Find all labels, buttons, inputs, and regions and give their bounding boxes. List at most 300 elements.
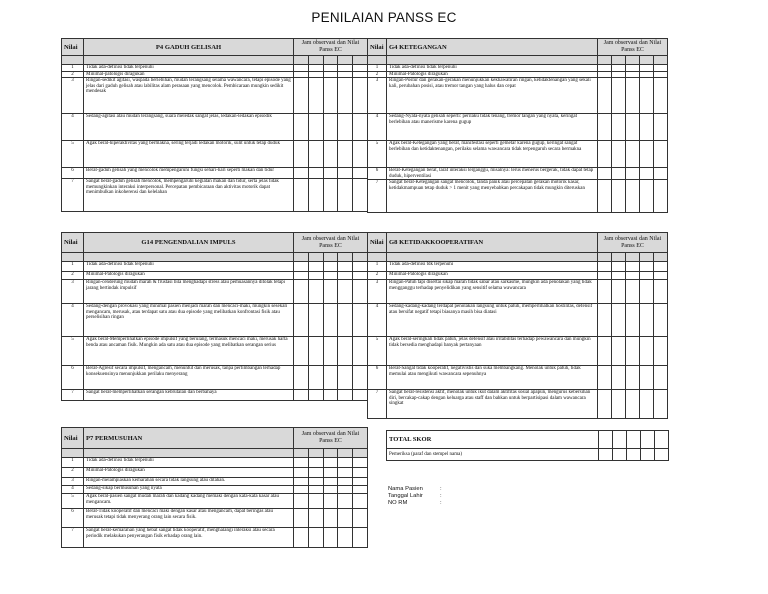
- score-row: [62, 390, 368, 401]
- patient-rm-sep: :: [440, 500, 442, 506]
- observation-cell[interactable]: [654, 180, 668, 213]
- score-row: [368, 141, 668, 168]
- observation-cell[interactable]: [626, 390, 640, 419]
- observation-cell[interactable]: [308, 114, 323, 141]
- observation-cell[interactable]: [323, 304, 338, 337]
- observation-cell[interactable]: [654, 390, 668, 419]
- observation-cell[interactable]: [294, 390, 309, 401]
- observation-cell[interactable]: [294, 468, 309, 478]
- total-score-table: [386, 430, 669, 461]
- signature-cell[interactable]: [599, 449, 613, 461]
- score-number: 7: [62, 390, 84, 401]
- observation-cell[interactable]: [612, 168, 626, 180]
- observation-cell[interactable]: [323, 78, 338, 114]
- patient-dob-label: Tanggal Lahir: [388, 493, 423, 499]
- observation-cell[interactable]: [308, 141, 323, 168]
- signature-cell[interactable]: [627, 449, 641, 461]
- observation-cell[interactable]: [308, 71, 323, 78]
- observation-cell[interactable]: [598, 304, 612, 337]
- observation-cell[interactable]: [323, 468, 338, 478]
- score-number: 6: [62, 168, 84, 179]
- observation-cell[interactable]: [294, 262, 309, 272]
- observation-cell[interactable]: [598, 65, 612, 72]
- observation-cell[interactable]: [338, 390, 353, 401]
- observation-cell[interactable]: [323, 337, 338, 366]
- observation-cell[interactable]: [294, 304, 309, 337]
- score-row: [368, 272, 668, 280]
- nilai-header: Nilai: [62, 233, 84, 253]
- observation-cell[interactable]: [353, 280, 368, 304]
- score-description: Ringan-melampiaskan kemarahan secara tidak langsung atau ditahan.: [84, 478, 294, 486]
- signature-cell[interactable]: [655, 449, 669, 461]
- observation-cell[interactable]: [323, 509, 338, 528]
- observation-cell[interactable]: [612, 280, 626, 304]
- score-row: [62, 272, 368, 280]
- observation-cell[interactable]: [598, 78, 612, 114]
- observation-cell[interactable]: [353, 486, 368, 494]
- g4-rows: [368, 65, 668, 213]
- observation-cell[interactable]: [338, 478, 353, 486]
- score-row: [62, 528, 368, 548]
- observation-cell[interactable]: [626, 141, 640, 168]
- score-number: 4: [62, 304, 84, 337]
- observation-cell[interactable]: [626, 337, 640, 366]
- observation-cell[interactable]: [338, 468, 353, 478]
- observation-cell[interactable]: [294, 486, 309, 494]
- observation-cell[interactable]: [598, 71, 612, 78]
- observation-cell[interactable]: [353, 78, 368, 114]
- signature-cell[interactable]: [641, 449, 655, 461]
- observation-cell[interactable]: [626, 71, 640, 78]
- observation-cell[interactable]: [654, 78, 668, 114]
- observation-cell[interactable]: [308, 494, 323, 509]
- observation-cell[interactable]: [323, 280, 338, 304]
- total-score-label: TOTAL SKOR: [387, 431, 599, 449]
- score-row: [368, 337, 668, 366]
- observation-cell[interactable]: [353, 179, 368, 212]
- observation-cell[interactable]: [626, 78, 640, 114]
- score-row: [62, 304, 368, 337]
- observation-cell[interactable]: [598, 114, 612, 141]
- score-row: [62, 509, 368, 528]
- observation-cell[interactable]: [294, 141, 309, 168]
- observation-cell[interactable]: [338, 262, 353, 272]
- observation-cell[interactable]: [323, 262, 338, 272]
- obs-header: Jam observasi dan Nilai Panss EC: [294, 233, 368, 253]
- observation-cell[interactable]: [308, 304, 323, 337]
- observation-cell[interactable]: [612, 366, 626, 390]
- observation-cell[interactable]: [626, 272, 640, 280]
- obs-header: Jam observasi dan Nilai Panss EC: [598, 39, 668, 56]
- score-number: 4: [62, 114, 84, 141]
- score-row: [368, 180, 668, 213]
- score-description: Sangat berat-memperlihatkan serangan kebrutalan dan berbahaya: [84, 390, 294, 401]
- observation-cell[interactable]: [612, 304, 626, 337]
- observation-cell[interactable]: [294, 509, 309, 528]
- score-number: 6: [368, 168, 387, 180]
- patient-rm-label: NO RM: [388, 500, 408, 506]
- observation-cell[interactable]: [626, 65, 640, 72]
- observation-cell[interactable]: [294, 65, 309, 72]
- observation-cell[interactable]: [353, 304, 368, 337]
- g8-rows: [368, 262, 668, 419]
- observation-cell[interactable]: [294, 280, 309, 304]
- score-description: Agak berat-hiperaktivitas yang bermakna, sering terjadi ledakan motorik, sulit untuk tetap duduk: [84, 141, 294, 168]
- score-row: [368, 304, 668, 337]
- score-cell[interactable]: [599, 431, 613, 449]
- score-number: 4: [368, 304, 387, 337]
- score-description: Berat-gaduh gelisah yang mencolok mempengaruhi fungsi sehari-hari seperti makan dan tidur: [84, 168, 294, 179]
- observation-cell[interactable]: [654, 280, 668, 304]
- observation-cell[interactable]: [308, 468, 323, 478]
- score-number: 2: [368, 71, 387, 78]
- score-row: [368, 366, 668, 390]
- score-description: Minimal-Patologis diragukan: [387, 272, 598, 280]
- g14-rows: [62, 262, 368, 401]
- score-row: [62, 114, 368, 141]
- p4-rows: [62, 65, 368, 212]
- observation-cell[interactable]: [612, 114, 626, 141]
- observation-cell[interactable]: [294, 458, 309, 468]
- observation-cell[interactable]: [640, 280, 654, 304]
- observation-cell[interactable]: [323, 114, 338, 141]
- observation-cell[interactable]: [626, 304, 640, 337]
- observation-cell[interactable]: [612, 272, 626, 280]
- observation-cell[interactable]: [626, 168, 640, 180]
- observation-cell[interactable]: [640, 114, 654, 141]
- observation-cell[interactable]: [598, 180, 612, 213]
- observation-cell[interactable]: [338, 494, 353, 509]
- observation-cell[interactable]: [338, 179, 353, 212]
- observation-cell[interactable]: [353, 71, 368, 78]
- score-number: 7: [368, 390, 387, 419]
- observation-cell[interactable]: [323, 390, 338, 401]
- observation-cell[interactable]: [323, 272, 338, 280]
- observation-cell[interactable]: [353, 366, 368, 390]
- observation-cell[interactable]: [654, 262, 668, 272]
- score-number: 2: [62, 272, 84, 280]
- signature-cell[interactable]: [613, 449, 627, 461]
- observation-cell[interactable]: [626, 366, 640, 390]
- observation-cell[interactable]: [308, 486, 323, 494]
- score-description: Ringan-Postur dan gerakan-gerakan menunjukkan kekhawatiran ringan, ketidaktenangan yang sekali kali, perubahan posisi, atau tremor tangan yang halus dan cepat: [387, 78, 598, 114]
- observation-cell[interactable]: [353, 458, 368, 468]
- patient-name-label: Nama Pasien: [388, 486, 423, 492]
- score-number: 5: [62, 494, 84, 509]
- section-p7: [61, 427, 368, 548]
- nilai-header: Nilai: [62, 39, 84, 56]
- observation-cell[interactable]: [308, 366, 323, 390]
- score-row: [62, 337, 368, 366]
- observation-cell[interactable]: [353, 528, 368, 548]
- score-row: [62, 141, 368, 168]
- observation-cell[interactable]: [612, 141, 626, 168]
- observation-cell[interactable]: [640, 262, 654, 272]
- observation-cell[interactable]: [338, 65, 353, 72]
- score-row: [368, 280, 668, 304]
- observation-cell[interactable]: [294, 528, 309, 548]
- observation-cell[interactable]: [654, 337, 668, 366]
- observation-cell[interactable]: [640, 366, 654, 390]
- score-cell[interactable]: [627, 431, 641, 449]
- observation-cell[interactable]: [323, 65, 338, 72]
- observation-cell[interactable]: [323, 478, 338, 486]
- score-description: Sangat berat-resistensi aktif, menolak untuk ikut dalam aktifitas sosial apapun, mengurus kebersihan diri, bercakap-cakap dengan keluarga atau staff dan bahkan untuk berpartisipasi dalam wawancara singkat: [387, 390, 598, 419]
- score-description: Sedang-kadang-kadang terdapat penolakan langsung untuk patuh, memperlihatkan hostilitas, defensif atau bersifat negatif tetapi biasanya masih bisa diatasi: [387, 304, 598, 337]
- observation-cell[interactable]: [640, 180, 654, 213]
- observation-cell[interactable]: [353, 494, 368, 509]
- observation-cell[interactable]: [654, 272, 668, 280]
- observation-cell[interactable]: [353, 272, 368, 280]
- score-number: 3: [368, 280, 387, 304]
- observation-cell[interactable]: [338, 280, 353, 304]
- observation-cell[interactable]: [294, 114, 309, 141]
- score-row: [368, 71, 668, 78]
- observation-cell[interactable]: [353, 509, 368, 528]
- score-description: Minimal-Patologis diragukan: [84, 468, 294, 478]
- score-number: 2: [368, 272, 387, 280]
- score-description: Minimal-patologis diragukan: [84, 71, 294, 78]
- score-row: [62, 262, 368, 272]
- score-number: 5: [368, 141, 387, 168]
- observation-cell[interactable]: [640, 168, 654, 180]
- score-number: 3: [62, 78, 84, 114]
- score-description: Agak berat-Memperlihatkan episode impulsif yang berulang, termasuk mencaci maki, merusak harta benda atau ancaman fisik. Mungkin ada satu atau dua episode yang melibatkan serangan serius: [84, 337, 294, 366]
- observation-cell[interactable]: [294, 179, 309, 212]
- score-description: Berat-Sangat tidak kooperatif, negativistis dan suka membangkang. Menolak untuk patuh, tidak memulai atau mengikuti wawancara sepenuhnya: [387, 366, 598, 390]
- observation-cell[interactable]: [598, 141, 612, 168]
- observation-cell[interactable]: [294, 78, 309, 114]
- score-number: 5: [368, 337, 387, 366]
- observation-cell[interactable]: [308, 478, 323, 486]
- observation-cell[interactable]: [308, 528, 323, 548]
- p7-rows: [62, 458, 368, 548]
- observation-cell[interactable]: [338, 458, 353, 468]
- observation-cell[interactable]: [308, 337, 323, 366]
- score-number: 1: [62, 65, 84, 72]
- score-number: 5: [62, 337, 84, 366]
- score-description: Minimal-Patologis diragukan: [84, 272, 294, 280]
- observation-cell[interactable]: [323, 458, 338, 468]
- observation-cell[interactable]: [308, 65, 323, 72]
- observation-cell[interactable]: [338, 509, 353, 528]
- observation-cell[interactable]: [640, 390, 654, 419]
- observation-cell[interactable]: [654, 65, 668, 72]
- observation-cell[interactable]: [338, 337, 353, 366]
- observation-cell[interactable]: [353, 168, 368, 179]
- observation-cell[interactable]: [323, 486, 338, 494]
- score-number: 1: [62, 458, 84, 468]
- observation-cell[interactable]: [338, 486, 353, 494]
- observation-cell[interactable]: [294, 71, 309, 78]
- observation-cell[interactable]: [338, 272, 353, 280]
- observation-cell[interactable]: [654, 71, 668, 78]
- observation-cell[interactable]: [353, 337, 368, 366]
- observation-cell[interactable]: [612, 390, 626, 419]
- observation-cell[interactable]: [323, 179, 338, 212]
- score-description: Agak berat-pasien sangat mudah marah dan kadang kadang memaki dengan kata-kata kasar atau mengancam.: [84, 494, 294, 509]
- observation-cell[interactable]: [338, 71, 353, 78]
- observation-cell[interactable]: [598, 168, 612, 180]
- observation-cell[interactable]: [294, 366, 309, 390]
- score-description: Berat-Tidak kooperatif dan mencaci maki dengan kasar atau mengancam, dapat beringas atau merusak tetapi tidak menyerang orang lain secara fisik.: [84, 509, 294, 528]
- observation-cell[interactable]: [598, 272, 612, 280]
- observation-cell[interactable]: [598, 390, 612, 419]
- score-row: [368, 78, 668, 114]
- section-title: P4 GADUH GELISAH: [84, 39, 294, 56]
- observation-cell[interactable]: [308, 458, 323, 468]
- observation-cell[interactable]: [353, 65, 368, 72]
- score-description: Agak berat-Ketegangan yang berat, manifestasi seperti gemetar karena gugup, keringat sangat berlebihan dan ketidaktenangan, perilaku selama wawancara tidak terpengaruh secara bermakna: [387, 141, 598, 168]
- observation-cell[interactable]: [294, 337, 309, 366]
- observation-cell[interactable]: [353, 262, 368, 272]
- observation-cell[interactable]: [626, 114, 640, 141]
- observation-cell[interactable]: [626, 180, 640, 213]
- score-description: Tidak ada-definisi tidak terpenuhi: [84, 65, 294, 72]
- observation-cell[interactable]: [598, 366, 612, 390]
- observation-cell[interactable]: [640, 141, 654, 168]
- score-description: Ringan-sedikit agitasi, waspada berlebihan, mudah terangsang selama wawancara, tetapi episode yang jelas dari gaduh gelisah atau labilitas alam perasaan yang mencolok. Pembicaraan mungkin sedikit mendesak: [84, 78, 294, 114]
- observation-cell[interactable]: [598, 280, 612, 304]
- observation-cell[interactable]: [338, 304, 353, 337]
- observation-cell[interactable]: [308, 262, 323, 272]
- score-row: [62, 71, 368, 78]
- score-description: Tidak ada-definisi tdk terpenuhi: [387, 262, 598, 272]
- score-row: [368, 114, 668, 141]
- score-row: [368, 262, 668, 272]
- score-description: Sangat berat-Ketegangan sangat mencolok, tanda panik atau percepatan gerakan motorik kasar, ketidakmampuan tetap duduk > 1 menit yang menyebabkan percakapan tidak mungkin diteruskan: [387, 180, 598, 213]
- observation-cell[interactable]: [308, 272, 323, 280]
- score-description: Tidak ada-definisi tidak terpenuhi: [84, 458, 294, 468]
- observation-cell[interactable]: [338, 168, 353, 179]
- obs-header: Jam observasi dan Nilai Panss EC: [294, 428, 368, 449]
- observation-cell[interactable]: [308, 78, 323, 114]
- nilai-header: Nilai: [368, 233, 387, 253]
- observation-cell[interactable]: [654, 141, 668, 168]
- observation-cell[interactable]: [612, 180, 626, 213]
- observation-cell[interactable]: [294, 478, 309, 486]
- score-number: 3: [62, 478, 84, 486]
- score-number: 1: [368, 262, 387, 272]
- score-number: 7: [62, 179, 84, 212]
- observation-cell[interactable]: [640, 337, 654, 366]
- obs-header: Jam observasi dan Nilai Panss EC: [294, 39, 368, 56]
- observation-cell[interactable]: [353, 141, 368, 168]
- observation-cell[interactable]: [323, 71, 338, 78]
- score-number: 6: [62, 366, 84, 390]
- score-cell[interactable]: [655, 431, 669, 449]
- score-number: 6: [368, 366, 387, 390]
- section-p4: [61, 38, 368, 212]
- observation-cell[interactable]: [294, 494, 309, 509]
- score-description: Sedang-agitasi atau mudah terangsang, suara meledak sangat jelas, ledakan-ledakan episodik: [84, 114, 294, 141]
- observation-cell[interactable]: [612, 262, 626, 272]
- observation-cell[interactable]: [654, 366, 668, 390]
- observation-cell[interactable]: [323, 494, 338, 509]
- obs-header: Jam observasi dan Nilai Panss EC: [598, 233, 668, 253]
- observation-cell[interactable]: [640, 272, 654, 280]
- score-row: [368, 65, 668, 72]
- observation-cell[interactable]: [338, 528, 353, 548]
- score-row: [62, 494, 368, 509]
- score-description: Tidak ada-definisi tidak terpenuhi: [84, 262, 294, 272]
- observation-cell[interactable]: [598, 262, 612, 272]
- observation-cell[interactable]: [308, 168, 323, 179]
- score-row: [368, 168, 668, 180]
- observation-cell[interactable]: [612, 337, 626, 366]
- score-description: Berat-Ketegangan berat, taraf interaksi terganggu, misalnya: terus menerus bergerak, tidak dapat tetap duduk, hiperventilasi: [387, 168, 598, 180]
- observation-cell[interactable]: [338, 141, 353, 168]
- observation-cell[interactable]: [654, 114, 668, 141]
- score-description: Ringan-cenderung mudah marah & frustasi bila menghadapi stress atau pemuasannya ditolak tetapi jarang bertindak impulsif: [84, 280, 294, 304]
- score-row: [62, 458, 368, 468]
- nilai-header: Nilai: [368, 39, 387, 56]
- observation-cell[interactable]: [612, 65, 626, 72]
- observation-cell[interactable]: [353, 478, 368, 486]
- patient-info: [388, 486, 442, 507]
- observation-cell[interactable]: [353, 390, 368, 401]
- observation-cell[interactable]: [626, 280, 640, 304]
- observation-cell[interactable]: [338, 366, 353, 390]
- observation-cell[interactable]: [323, 141, 338, 168]
- observation-cell[interactable]: [612, 78, 626, 114]
- score-row: [62, 280, 368, 304]
- score-description: Agak berat-seringkali tidak patuh, jelas defensif atau iritabilitas terhadap pewawancara dan mungkin tidak bersedia menghadapi banyak pertanyaan: [387, 337, 598, 366]
- score-cell[interactable]: [641, 431, 655, 449]
- score-description: Tidak ada-definisi tidak terpenuhi: [387, 65, 598, 72]
- observation-cell[interactable]: [308, 179, 323, 212]
- observation-cell[interactable]: [323, 168, 338, 179]
- score-description: Sedang-sikap bermusuhan yang nyata: [84, 486, 294, 494]
- observation-cell[interactable]: [654, 304, 668, 337]
- section-title: G14 PENGENDALIAN IMPULS: [84, 233, 294, 253]
- observation-cell[interactable]: [598, 337, 612, 366]
- score-number: 7: [62, 528, 84, 548]
- observation-cell[interactable]: [640, 304, 654, 337]
- observation-cell[interactable]: [294, 272, 309, 280]
- observation-cell[interactable]: [308, 390, 323, 401]
- observation-cell[interactable]: [654, 168, 668, 180]
- observation-cell[interactable]: [640, 78, 654, 114]
- observation-cell[interactable]: [640, 65, 654, 72]
- score-row: [62, 179, 368, 212]
- observation-cell[interactable]: [353, 468, 368, 478]
- score-row: [62, 486, 368, 494]
- observation-cell[interactable]: [612, 71, 626, 78]
- patient-name-sep: :: [440, 486, 442, 492]
- observation-cell[interactable]: [353, 114, 368, 141]
- score-number: 3: [62, 280, 84, 304]
- score-number: 4: [62, 486, 84, 494]
- observation-cell[interactable]: [294, 168, 309, 179]
- observation-cell[interactable]: [640, 71, 654, 78]
- observation-cell[interactable]: [323, 366, 338, 390]
- observation-cell[interactable]: [338, 114, 353, 141]
- observation-cell[interactable]: [308, 509, 323, 528]
- page-title: PENILAIAN PANSS EC: [311, 10, 457, 25]
- observation-cell[interactable]: [308, 280, 323, 304]
- score-cell[interactable]: [613, 431, 627, 449]
- section-g8: [367, 232, 668, 419]
- examiner-label: Pemeriksa (paraf dan stempel nama): [387, 449, 599, 461]
- observation-cell[interactable]: [338, 78, 353, 114]
- score-row: [62, 65, 368, 72]
- score-row: [368, 390, 668, 419]
- section-title: P7 PERMUSUHAN: [84, 428, 294, 449]
- observation-cell[interactable]: [626, 262, 640, 272]
- observation-cell[interactable]: [323, 528, 338, 548]
- score-number: 1: [62, 262, 84, 272]
